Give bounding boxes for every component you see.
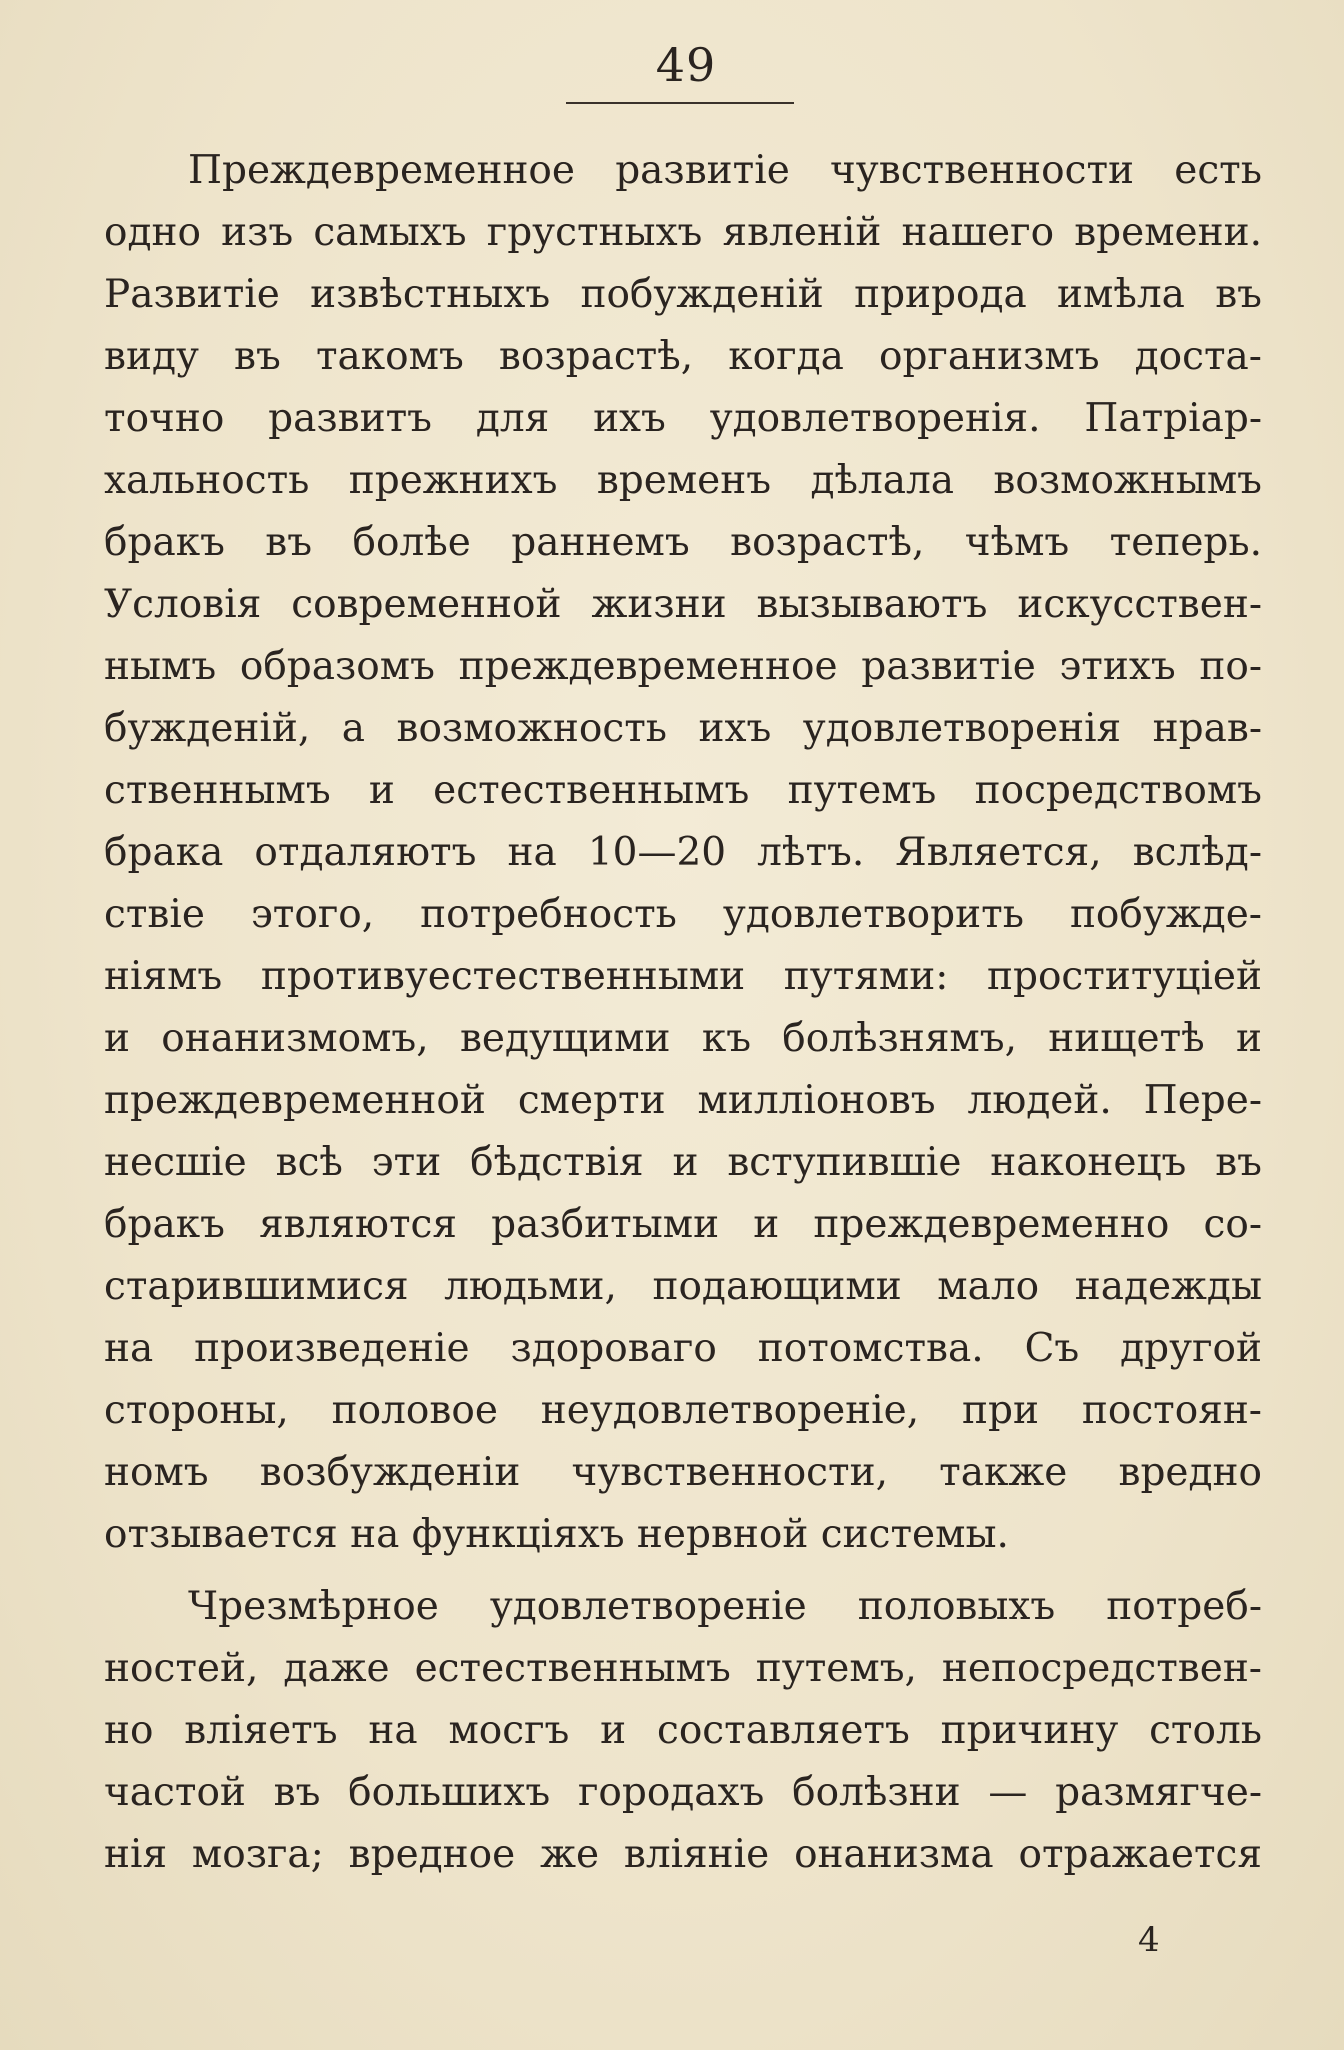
text-line: стороны, половое неудовлетвореніе, при постоян- (104, 1388, 1262, 1433)
header-rule (566, 102, 794, 104)
text-line: преждевременной смерти милліоновъ людей. Пере- (104, 1078, 1262, 1123)
page-number: 49 (655, 38, 717, 92)
text-line: номъ возбужденіи чувственности, также вредно (104, 1450, 1262, 1495)
body-text (104, 140, 1262, 1886)
text-line: Преждевременное развитіе чувственности есть (188, 148, 1262, 193)
text-line: ственнымъ и естественнымъ путемъ посредствомъ (104, 768, 1262, 813)
text-line: ностей, даже естественнымъ путемъ, непосредствен- (104, 1646, 1262, 1691)
paragraph-1 (104, 140, 1262, 1566)
text-line: но вліяетъ на мосгъ и составляетъ причину столь (104, 1708, 1262, 1753)
text-line: несшіе всѣ эти бѣдствія и вступившіе наконецъ въ (104, 1140, 1262, 1185)
text-line: на произведеніе здороваго потомства. Съ другой (104, 1326, 1262, 1371)
text-line: одно изъ самыхъ грустныхъ явленій нашего времени. (104, 210, 1262, 255)
text-line: бракъ являются разбитыми и преждевременно со- (104, 1202, 1262, 1247)
text-line: ствіе этого, потребность удовлетворить побужде- (104, 892, 1262, 937)
signature-mark: 4 (1138, 1920, 1160, 1960)
text-line: ніямъ противуестественными путями: проституціей (104, 954, 1262, 999)
text-line: старившимися людьми, подающими мало надежды (104, 1264, 1262, 1309)
text-line: бужденій, а возможность ихъ удовлетворенія нрав- (104, 706, 1262, 751)
text-line: и онанизмомъ, ведущими къ болѣзнямъ, нищетѣ и (104, 1016, 1262, 1061)
text-line: бракъ въ болѣе раннемъ возрастѣ, чѣмъ теперь. (104, 520, 1262, 565)
text-line: Чрезмѣрное удовлетвореніе половыхъ потреб- (188, 1584, 1262, 1629)
text-line: нымъ образомъ преждевременное развитіе этихъ по- (104, 644, 1262, 689)
text-line: Условія современной жизни вызываютъ искусствен- (104, 582, 1262, 627)
paragraph-spacer (104, 1566, 1262, 1576)
paragraph-2 (104, 1576, 1262, 1886)
text-line: точно развитъ для ихъ удовлетворенія. Патріар- (104, 396, 1262, 441)
text-line: Развитіе извѣстныхъ побужденій природа имѣла въ (104, 272, 1262, 317)
text-line: частой въ большихъ городахъ болѣзни — размягче- (104, 1770, 1262, 1815)
text-line: виду въ такомъ возрастѣ, когда организмъ доста- (104, 334, 1262, 379)
text-line: отзывается на функціяхъ нервной системы. (104, 1512, 1009, 1557)
text-line: брака отдаляютъ на 10—20 лѣтъ. Является, вслѣд- (104, 830, 1262, 875)
text-line: нія мозга; вредное же вліяніе онанизма отражается (104, 1832, 1262, 1877)
text-line: хальность прежнихъ временъ дѣлала возможнымъ (104, 458, 1262, 503)
